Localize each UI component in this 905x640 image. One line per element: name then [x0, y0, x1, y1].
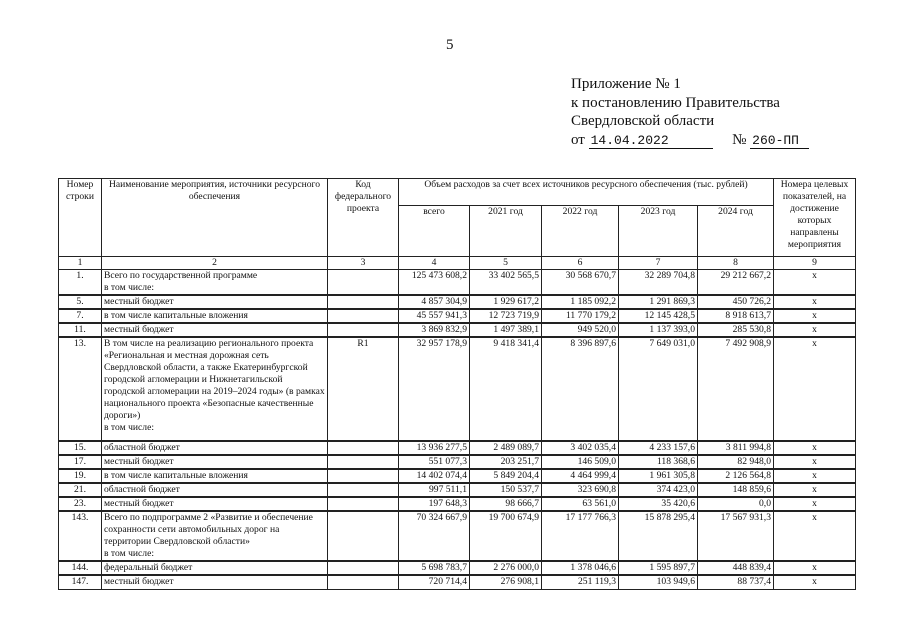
row-2022-cell: 3 402 035,4: [542, 441, 619, 455]
row-2021-cell: 276 908,1: [470, 575, 542, 589]
header-row-number: Номер строки: [59, 179, 102, 257]
row-total-cell: 997 511,1: [399, 483, 470, 497]
row-2023-cell: 4 233 157,6: [619, 441, 698, 455]
table-row: [59, 483, 856, 497]
row-2021-cell: 12 723 719,9: [470, 309, 542, 323]
row-total-cell: 125 473 608,2: [399, 270, 470, 296]
row-2024-cell: 82 948,0: [698, 455, 774, 469]
row-2024-cell: 3 811 994,8: [698, 441, 774, 455]
table-row: [59, 469, 856, 483]
row-2021-cell: 2 276 000,0: [470, 561, 542, 575]
row-2022-cell: 323 690,8: [542, 483, 619, 497]
row-code-cell: [328, 441, 399, 455]
page-number: 5: [446, 37, 454, 53]
row-2023-cell: 1 137 393,0: [619, 323, 698, 337]
row-code-cell: R1: [328, 337, 399, 441]
appendix-title: Приложение № 1: [571, 76, 681, 92]
row-targets-cell: х: [774, 337, 856, 441]
row-2024-cell: 285 530,8: [698, 323, 774, 337]
column-number: 7: [619, 257, 698, 270]
row-2023-cell: 15 878 295,4: [619, 511, 698, 561]
row-name-cell: федеральный бюджет: [102, 561, 328, 575]
table-row: [59, 497, 856, 511]
row-total-cell: 551 077,3: [399, 455, 470, 469]
row-2024-cell: 7 492 908,9: [698, 337, 774, 441]
row-2023-cell: 35 420,6: [619, 497, 698, 511]
row-code-cell: [328, 469, 399, 483]
header-volume: Объем расходов за счет всех источников ресурсного обеспечения (тыс. рублей): [399, 179, 774, 206]
row-2022-cell: 11 770 179,2: [542, 309, 619, 323]
appendix-header: [571, 75, 809, 149]
row-2024-cell: 8 918 613,7: [698, 309, 774, 323]
table-row: [59, 511, 856, 561]
header-2024: 2024 год: [698, 206, 774, 257]
row-code-cell: [328, 323, 399, 337]
row-name-cell: В том числе на реализацию регионального проекта «Региональная и местная дорожная сеть Свердловской области, а также Екатеринбургской городской агломерации и Нижнетагильской городской агломерации на 2019–2024 годы» (в рамках национального проекта «Безопасные качественные дороги») в том числе:: [102, 337, 328, 441]
row-name-cell: в том числе капитальные вложения: [102, 469, 328, 483]
table-row: [59, 309, 856, 323]
row-2024-cell: 88 737,4: [698, 575, 774, 589]
row-2022-cell: 251 119,3: [542, 575, 619, 589]
row-2024-cell: 148 859,6: [698, 483, 774, 497]
row-targets-cell: х: [774, 270, 856, 296]
row-targets-cell: х: [774, 295, 856, 309]
row-code-cell: [328, 511, 399, 561]
decree-number: 260-ПП: [750, 134, 809, 149]
row-name-cell: областной бюджет: [102, 441, 328, 455]
row-name-cell: местный бюджет: [102, 295, 328, 309]
row-code-cell: [328, 455, 399, 469]
row-2024-cell: 0,0: [698, 497, 774, 511]
row-name-cell: местный бюджет: [102, 455, 328, 469]
row-number-cell: 144.: [59, 561, 102, 575]
row-total-cell: 70 324 667,9: [399, 511, 470, 561]
row-2023-cell: 1 595 897,7: [619, 561, 698, 575]
table-row: [59, 295, 856, 309]
table-row: [59, 455, 856, 469]
header-name: Наименование мероприятия, источники ресурсного обеспечения: [102, 179, 328, 257]
row-name-cell: в том числе капитальные вложения: [102, 309, 328, 323]
row-2021-cell: 1 929 617,2: [470, 295, 542, 309]
table-row: [59, 270, 856, 296]
row-2021-cell: 19 700 674,9: [470, 511, 542, 561]
row-2023-cell: 1 961 305,8: [619, 469, 698, 483]
header-2021: 2021 год: [470, 206, 542, 257]
header-federal-code: Код федерального проекта: [328, 179, 399, 257]
row-2022-cell: 8 396 897,6: [542, 337, 619, 441]
row-total-cell: 45 557 941,3: [399, 309, 470, 323]
row-number-cell: 143.: [59, 511, 102, 561]
row-name-cell: областной бюджет: [102, 483, 328, 497]
row-2022-cell: 63 561,0: [542, 497, 619, 511]
row-number-cell: 19.: [59, 469, 102, 483]
row-code-cell: [328, 561, 399, 575]
column-numbers-row: [59, 257, 856, 270]
row-name-cell: Всего по подпрограмме 2 «Развитие и обеспечение сохранности сети автомобильных дорог на территории Свердловской области» в том числе:: [102, 511, 328, 561]
table-row: [59, 441, 856, 455]
row-code-cell: [328, 295, 399, 309]
decree-date: 14.04.2022: [589, 134, 713, 149]
expense-table: [58, 178, 856, 590]
row-number-cell: 7.: [59, 309, 102, 323]
row-code-cell: [328, 483, 399, 497]
row-number-cell: 11.: [59, 323, 102, 337]
row-2021-cell: 1 497 389,1: [470, 323, 542, 337]
header-2022: 2022 год: [542, 206, 619, 257]
row-2021-cell: 2 489 089,7: [470, 441, 542, 455]
row-2021-cell: 33 402 565,5: [470, 270, 542, 296]
row-code-cell: [328, 575, 399, 589]
column-number: 3: [328, 257, 399, 270]
row-total-cell: 5 698 783,7: [399, 561, 470, 575]
row-2021-cell: 150 537,7: [470, 483, 542, 497]
row-total-cell: 13 936 277,5: [399, 441, 470, 455]
row-name-cell: Всего по государственной программе в том числе:: [102, 270, 328, 296]
row-targets-cell: х: [774, 575, 856, 589]
row-number-cell: 1.: [59, 270, 102, 296]
row-code-cell: [328, 270, 399, 296]
header-2023: 2023 год: [619, 206, 698, 257]
row-targets-cell: х: [774, 441, 856, 455]
row-number-cell: 21.: [59, 483, 102, 497]
column-number: 9: [774, 257, 856, 270]
number-prefix: №: [732, 131, 747, 148]
row-2023-cell: 374 423,0: [619, 483, 698, 497]
row-2023-cell: 32 289 704,8: [619, 270, 698, 296]
row-total-cell: 14 402 074,4: [399, 469, 470, 483]
row-2024-cell: 450 726,2: [698, 295, 774, 309]
column-number: 5: [470, 257, 542, 270]
row-code-cell: [328, 497, 399, 511]
row-2023-cell: 103 949,6: [619, 575, 698, 589]
table-row: [59, 323, 856, 337]
row-number-cell: 147.: [59, 575, 102, 589]
row-2024-cell: 29 212 667,2: [698, 270, 774, 296]
row-targets-cell: х: [774, 469, 856, 483]
column-number: 6: [542, 257, 619, 270]
row-2021-cell: 5 849 204,4: [470, 469, 542, 483]
row-2023-cell: 1 291 869,3: [619, 295, 698, 309]
row-2022-cell: 17 177 766,3: [542, 511, 619, 561]
row-total-cell: 3 869 832,9: [399, 323, 470, 337]
column-number: 2: [102, 257, 328, 270]
row-targets-cell: х: [774, 483, 856, 497]
row-2022-cell: 1 185 092,2: [542, 295, 619, 309]
row-2022-cell: 30 568 670,7: [542, 270, 619, 296]
header-total: всего: [399, 206, 470, 257]
row-total-cell: 32 957 178,9: [399, 337, 470, 441]
row-2023-cell: 7 649 031,0: [619, 337, 698, 441]
row-targets-cell: х: [774, 309, 856, 323]
row-2024-cell: 2 126 564,8: [698, 469, 774, 483]
row-2021-cell: 98 666,7: [470, 497, 542, 511]
row-total-cell: 720 714,4: [399, 575, 470, 589]
decree-reference: [571, 131, 809, 150]
row-name-cell: местный бюджет: [102, 323, 328, 337]
row-number-cell: 23.: [59, 497, 102, 511]
date-prefix: от: [571, 131, 585, 148]
row-number-cell: 5.: [59, 295, 102, 309]
row-total-cell: 4 857 304,9: [399, 295, 470, 309]
row-2021-cell: 9 418 341,4: [470, 337, 542, 441]
row-code-cell: [328, 309, 399, 323]
column-number: 4: [399, 257, 470, 270]
row-targets-cell: х: [774, 497, 856, 511]
column-number: 8: [698, 257, 774, 270]
row-2024-cell: 17 567 931,3: [698, 511, 774, 561]
table-row: [59, 561, 856, 575]
appendix-ref-line: к постановлению Правительства: [571, 94, 780, 111]
row-name-cell: местный бюджет: [102, 575, 328, 589]
row-2022-cell: 4 464 999,4: [542, 469, 619, 483]
row-2023-cell: 12 145 428,5: [619, 309, 698, 323]
row-2022-cell: 146 509,0: [542, 455, 619, 469]
row-number-cell: 17.: [59, 455, 102, 469]
row-2023-cell: 118 368,6: [619, 455, 698, 469]
header-targets: Номера целевых показателей, на достижение которых направлены мероприятия: [774, 179, 856, 257]
column-number: 1: [59, 257, 102, 270]
table-row: [59, 337, 856, 441]
row-2021-cell: 203 251,7: [470, 455, 542, 469]
appendix-region-line: Свердловской области: [571, 113, 715, 129]
row-targets-cell: х: [774, 455, 856, 469]
row-total-cell: 197 648,3: [399, 497, 470, 511]
row-number-cell: 15.: [59, 441, 102, 455]
table-row: [59, 575, 856, 589]
row-targets-cell: х: [774, 561, 856, 575]
row-2022-cell: 1 378 046,6: [542, 561, 619, 575]
row-2022-cell: 949 520,0: [542, 323, 619, 337]
row-number-cell: 13.: [59, 337, 102, 441]
row-targets-cell: х: [774, 511, 856, 561]
row-targets-cell: х: [774, 323, 856, 337]
row-2024-cell: 448 839,4: [698, 561, 774, 575]
row-name-cell: местный бюджет: [102, 497, 328, 511]
